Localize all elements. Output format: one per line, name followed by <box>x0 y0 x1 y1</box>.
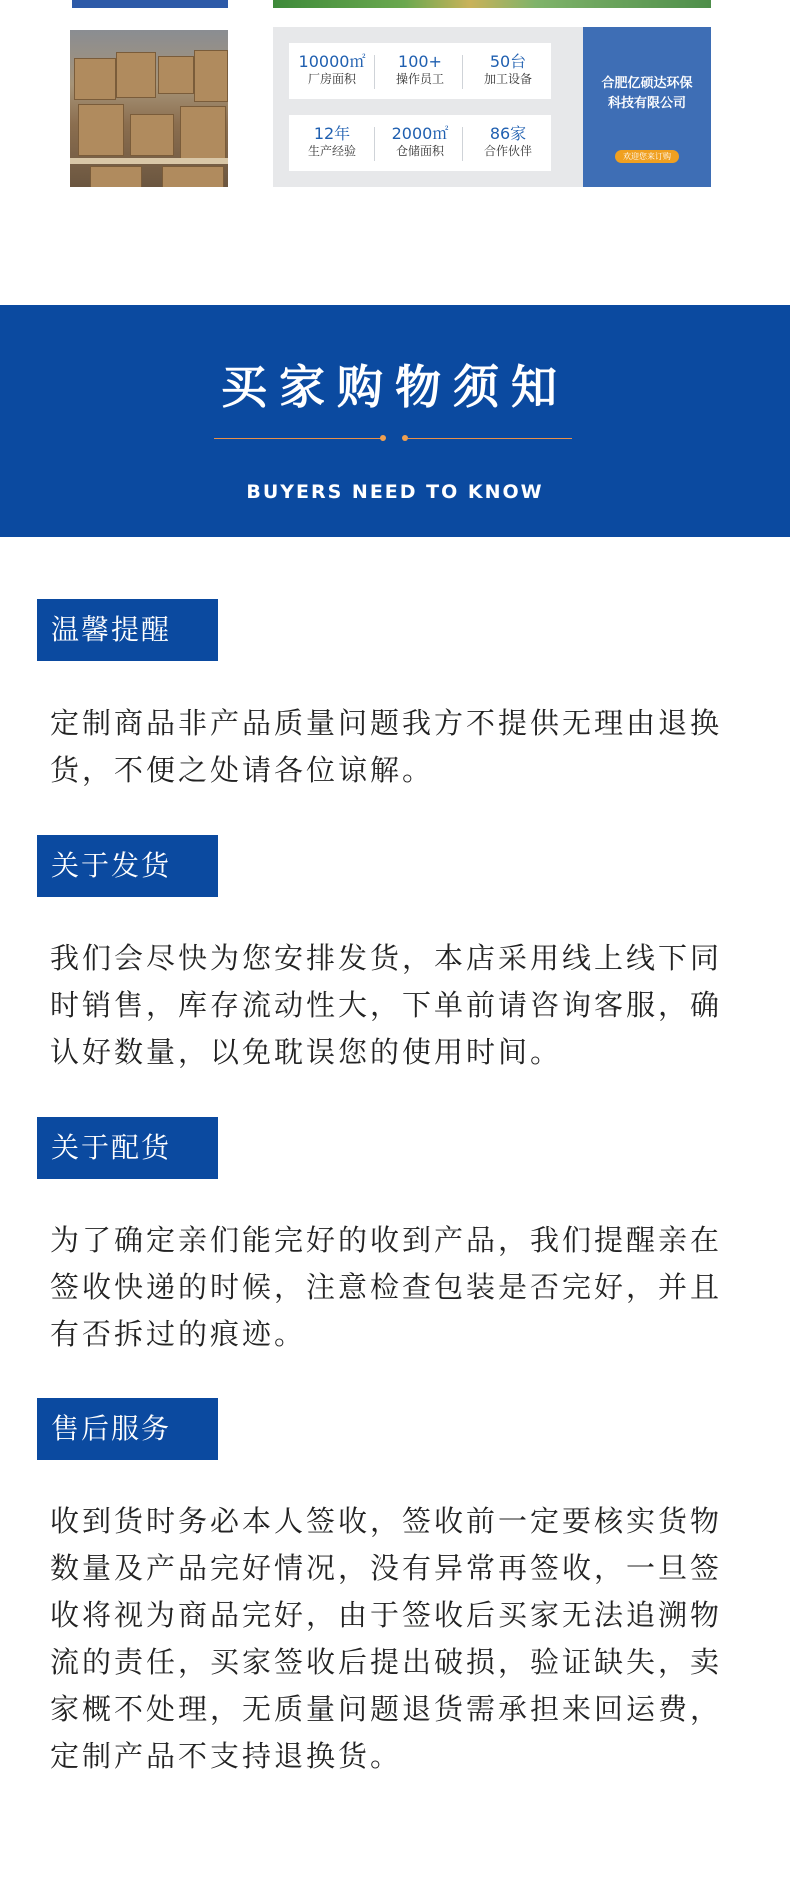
section-heading-after-sales: 售后服务 <box>37 1398 218 1460</box>
stat-equipment <box>465 43 551 99</box>
top-image-fragment <box>273 0 711 8</box>
stat-staff <box>377 43 463 99</box>
stat-value: 86家 <box>489 124 527 143</box>
stat-value: 12年 <box>313 124 351 143</box>
stats-row-2 <box>289 115 551 171</box>
banner-title: 买家购物须知 <box>221 360 569 414</box>
stat-label: 生产经验 <box>307 144 356 158</box>
stat-label: 操作员工 <box>395 72 444 86</box>
stat-label: 厂房面积 <box>307 72 356 86</box>
company-name-line2: 科技有限公司 <box>607 96 686 111</box>
section-body-reminder: 定制商品非产品质量问题我方不提供无理由退换货，不便之处请各位谅解。 <box>50 706 723 787</box>
stat-label: 加工设备 <box>483 72 532 86</box>
top-banner-fragment <box>72 0 228 8</box>
stat-partners <box>465 115 551 171</box>
stat-value: 100+ <box>398 52 442 71</box>
stat-factory-area <box>289 43 375 99</box>
company-stats-panel <box>273 27 583 187</box>
warehouse-photo <box>70 30 228 187</box>
order-welcome-button[interactable]: 欢迎您来订购 <box>615 150 679 163</box>
section-body-shipping: 我们会尽快为您安排发货，本店采用线上线下同时销售，库存流动性大，下单前请咨询客服，确认好数量，以免耽误您的使用时间。 <box>50 941 723 1069</box>
stat-value: 2000㎡ <box>391 124 449 143</box>
stat-value: 50台 <box>489 52 527 71</box>
stat-storage-area <box>377 115 463 171</box>
buyers-notice-banner <box>0 305 790 537</box>
divider-left <box>214 438 382 439</box>
divider-right <box>408 438 572 439</box>
stat-label: 合作伙伴 <box>483 144 532 158</box>
section-body-after-sales: 收到货时务必本人签收，签收前一定要核实货物数量及产品完好情况，没有异常再签收，一旦签收将视为商品完好，由于签收后买家无法追溯物流的责任，买家签收后提出破损，验证缺失，卖家概不处理，无质量问题退货需承担来回运费，定制产品不支持退换货。 <box>50 1504 723 1773</box>
section-heading-shipping: 关于发货 <box>37 835 218 897</box>
divider-dot-left <box>380 435 386 441</box>
stat-value: 10000㎡ <box>298 52 366 71</box>
company-name-line1: 合肥亿硕达环保 <box>601 76 693 91</box>
stat-experience <box>289 115 375 171</box>
banner-subtitle: BUYERS NEED TO KNOW <box>246 481 544 503</box>
section-body-distribution: 为了确定亲们能完好的收到产品，我们提醒亲在签收快递的时候，注意检查包装是否完好，并且有否拆过的痕迹。 <box>50 1223 723 1351</box>
stat-label: 仓储面积 <box>395 144 444 158</box>
stats-row-1 <box>289 43 551 99</box>
section-heading-reminder: 温馨提醒 <box>37 599 218 661</box>
section-heading-distribution: 关于配货 <box>37 1117 218 1179</box>
company-badge <box>583 27 711 187</box>
